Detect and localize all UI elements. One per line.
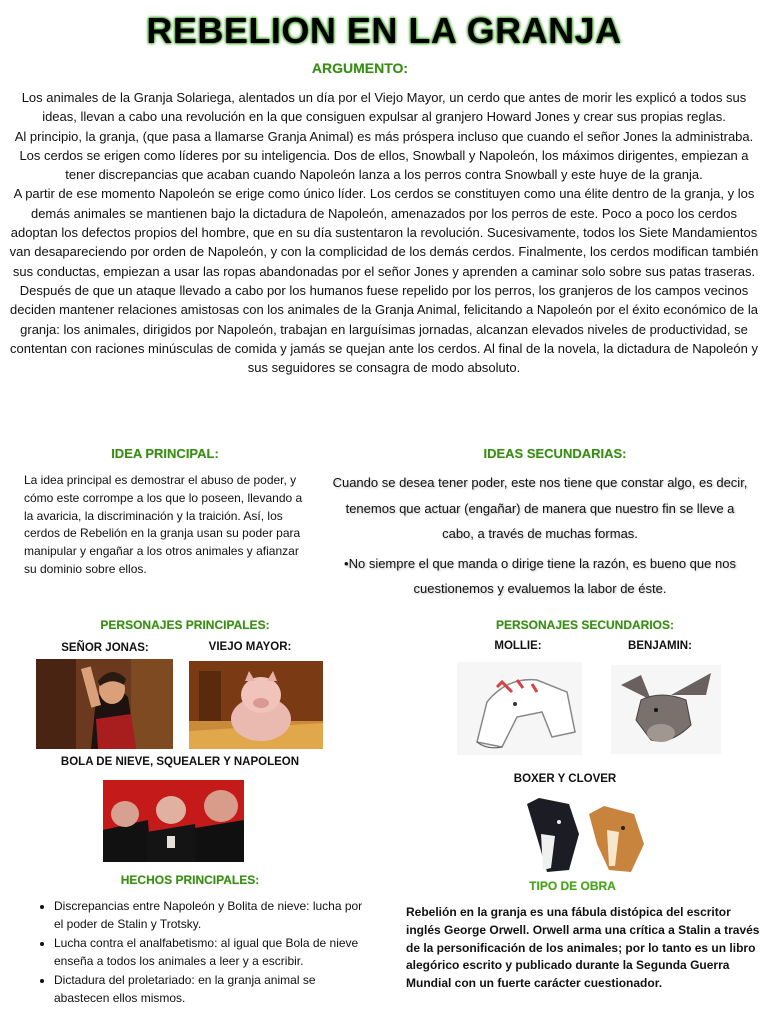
argumento-heading: ARGUMENTO: (311, 60, 409, 76)
page-title: REBELION EN LA GRANJA (146, 10, 622, 51)
cerdos-label: BOLA DE NIEVE, SQUEALER Y NAPOLEON (60, 756, 300, 768)
senor-jonas-label: SEÑOR JONAS: (61, 642, 149, 654)
ideas-secundarias-heading: IDEAS SECUNDARIAS: (483, 446, 627, 461)
benjamin-image (611, 665, 721, 754)
mollie-image (457, 662, 582, 755)
argumento-paragraph: A partir de ese momento Napoleón se erige como único líder. Los cerdos se constituyen como una élite dentro de la granja, y los demás animales se mantienen bajo la dictadura de Napoleón, amenazados por los perros de este. Poco a poco los cerdos adoptan los defectos propios del hombre, que en su día sustentaron la revolución. Sucesivamente, todos los Siete Mandamientos van desapareciendo por orden de Napoleón, y con la complicidad de los demás cerdos. Finalmente, los cerdos modifican también sus conductas, empiezan a usar las ropas abandonadas por el señor Jones y aprenden a caminar solo sobre sus patas traseras. Después de que un ataque llevado a cabo por los humanos fuese repelido por los perros, los granjeros de los campos vecinos deciden mantener relaciones amistosas con los animales de la Granja Animal, felicitando a Napoleón por el éxito económico de la granja: los animales, dirigidos por Napoleón, trabajan en larguísimas jornadas, alcanzan elevados niveles de productividad, se contentan con raciones minúsculas de comida y jamás se quejan ante los cerdos. Al final de la novela, la dictadura de Napoleón y sus seguidores se consagra de modo absoluto. (9, 186, 759, 376)
personajes-principales-heading: PERSONAJES PRINCIPALES: (100, 618, 270, 632)
argumento-body (8, 88, 760, 377)
argumento-paragraph: Al principio, la granja, (que pasa a llamarse Granja Animal) es más próspera incluso que cuando el señor Jones la administraba. Los cerdos se erigen como líderes por su inteligencia. Dos de ellos, Snowball y Napoleón, los máximos dirigentes, empiezan a tener discrepancias que acaban cuando Napoleón lanza a los perros contra Snowball y este huye de la granja. (14, 128, 754, 183)
tipo-de-obra-heading: TIPO DE OBRA (529, 879, 616, 893)
idea-principal-text: La idea principal es demostrar el abuso de poder, y cómo este corrompe a los que lo poseen, llevando a la avaricia, la discriminación y la traición. Así, los cerdos de Rebelión en la granja usan su poder para manipular y engañar a los otros animales y afianzar su dominio sobre ellos. (24, 473, 303, 576)
viejo-mayor-image (189, 661, 323, 749)
viejo-mayor-label: VIEJO MAYOR: (208, 641, 292, 653)
ideas-secundarias-list (330, 470, 750, 602)
mollie-label: MOLLIE: (494, 640, 542, 652)
hecho-item: • Lucha contra el analfabetismo: al igual que Bola de nieve enseña a todos los animales a leer y a escribir. (54, 935, 372, 970)
benjamin-label: BENJAMIN: (628, 640, 692, 652)
boxer-clover-image (519, 794, 652, 874)
tipo-de-obra-text: Rebelión en la granja es una fábula distópica del escritor inglés George Orwell. Orwell arma una crítica a Stalin a través de la personificación de los animales; por lo tanto es un libro alegórico escrito y publicado durante la Segunda Guerra Mundial con un fuerte carácter cuestionador. (406, 905, 760, 991)
idea-secundaria-item: Cuando se desea tener poder, este nos tiene que constar algo, es decir, tenemos que actuar (engañar) de manera que nuestro fin se lleve a cabo, a través de muchas formas. (332, 475, 748, 541)
senor-jonas-image (36, 659, 173, 749)
hecho-item: • Dictadura del proletariado: en la granja animal se abastecen ellos mismos. (54, 972, 372, 1007)
cerdos-image (103, 780, 244, 862)
idea-secundaria-item: •No siempre el que manda o dirige tiene la razón, es bueno que nos cuestionemos y evaluemos la labor de éste. (344, 555, 736, 596)
argumento-paragraph: Los animales de la Granja Solariega, alentados un día por el Viejo Mayor, un cerdo que antes de morir les explicó a todos sus ideas, llevan a cabo una revolución en la que consiguen expulsar al granjero Howard Jones y crear sus propias reglas. (21, 90, 747, 125)
boxer-clover-label: BOXER Y CLOVER (513, 773, 617, 785)
idea-principal-heading: IDEA PRINCIPAL: (111, 446, 219, 461)
hechos-principales-list (32, 898, 372, 1010)
hechos-principales-heading: HECHOS PRINCIPALES: (120, 873, 260, 887)
personajes-secundarios-heading: PERSONAJES SECUNDARIOS: (495, 618, 675, 632)
hecho-item: • Discrepancias entre Napoleón y Bolita de nieve: lucha por el poder de Stalin y Trotsky. (54, 898, 372, 933)
